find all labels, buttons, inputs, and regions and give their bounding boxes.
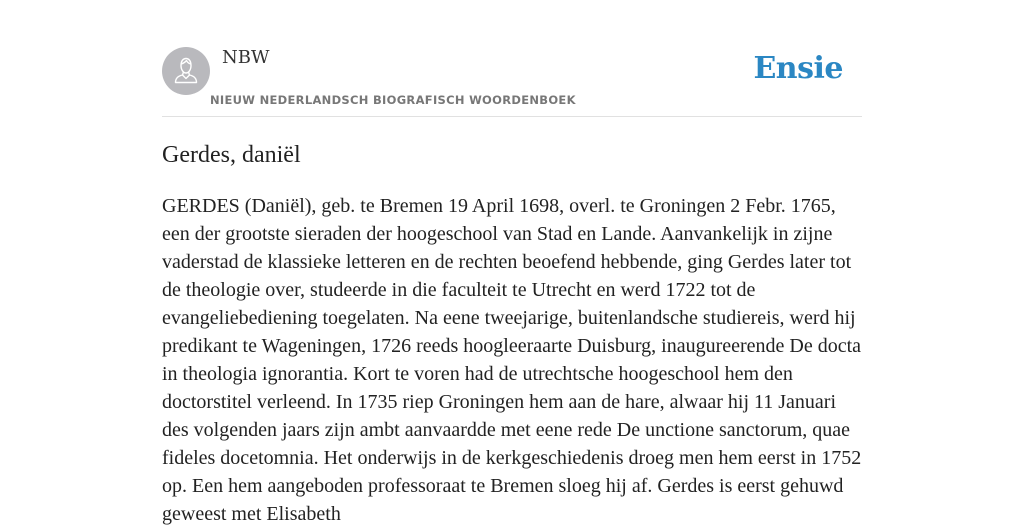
user-icon <box>162 47 210 95</box>
author-name[interactable]: NBW <box>222 47 270 68</box>
article-body: GERDES (Daniël), geb. te Bremen 19 April 1698, overl. te Groningen 2 Febr. 1765, een der grootste sieraden der hoogeschool van Stad en Lande. Aanvankelijk in zijne vaderstad de klassieke letteren en de rechten beoefend hebbende, ging Gerdes later tot de theologie over, studeerde in die faculteit te Utrecht en werd 1722 tot de evangeliebediening toegelaten. Na eene tweejarige, buitenlandsche studiereis, werd hij predikant te Wageningen, 1726 reeds hoogleeraarte Duisburg, inaugureerende De docta in theologia ignorantia. Kort te voren had de utrechtsche hoogeschool hem den doctorstitel verleend. In 1735 riep Groningen hem aan de hare, alwaar hij 11 Januari des volgenden jaars zijn ambt aanvaardde met eene rede De unctione sanctorum, quae fideles docetomnia. Het onderwijs in de kerkgeschiedenis droeg men hem eerst in 1752 op. Een hem aangeboden professoraat te Bremen sloeg hij af. Gerdes is eerst gehuwd geweest met Elisabeth <box>162 195 862 525</box>
page-title: Gerdes, daniël <box>162 142 301 168</box>
author-avatar[interactable] <box>162 47 210 95</box>
ensie-logo[interactable]: Ensie <box>753 51 843 86</box>
source-name: NIEUW NEDERLANDSCH BIOGRAFISCH WOORDENBOEK <box>210 93 576 107</box>
page-header <box>162 46 862 117</box>
